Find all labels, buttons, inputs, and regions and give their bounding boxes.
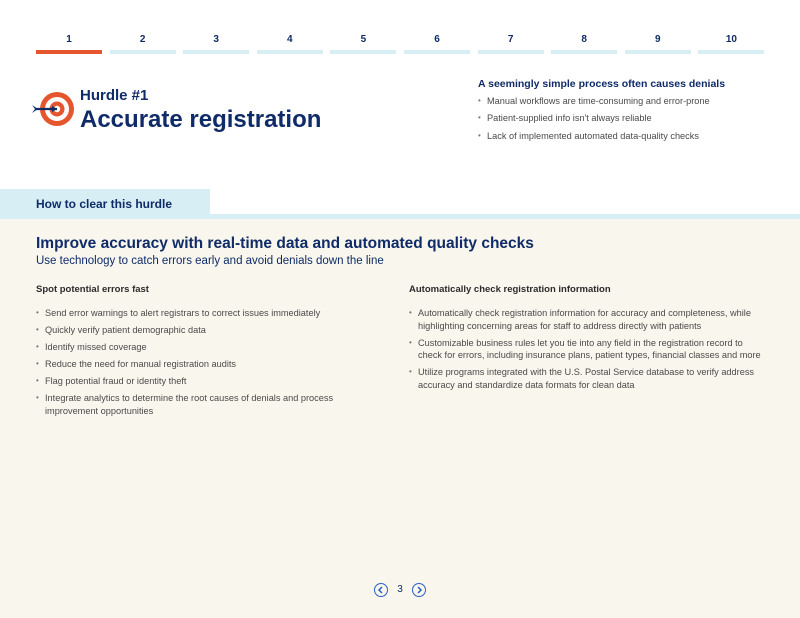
list-item: • Flag potential fraud or identity theft	[36, 375, 376, 388]
step-progress-bar	[404, 50, 470, 54]
causes-title: A seemingly simple process often causes denials	[478, 78, 726, 90]
step-progress-bar	[551, 50, 617, 54]
list-item: • Reduce the need for manual registration audits	[36, 358, 376, 371]
column-title: Spot potential errors fast	[36, 284, 149, 295]
column-title: Automatically check registration information	[409, 284, 611, 295]
section-tab	[0, 189, 210, 219]
previous-page-button[interactable]	[374, 583, 388, 597]
hurdle-label: Hurdle #1	[80, 87, 149, 104]
step-1[interactable]	[36, 34, 102, 54]
target-arrow-icon	[32, 89, 76, 129]
chevron-left-icon	[377, 586, 385, 594]
step-3[interactable]	[183, 34, 249, 54]
causes-panel	[478, 78, 778, 147]
list-item: • Send error warnings to alert registrars to correct issues immediately	[36, 307, 376, 320]
step-9[interactable]	[625, 34, 691, 54]
list-item: • Integrate analytics to determine the root causes of denials and process improvement opportunities	[36, 392, 376, 417]
step-progress-bar	[183, 50, 249, 54]
section-subheading: Use technology to catch errors early and avoid denials down the line	[36, 255, 384, 267]
step-number: 9	[655, 34, 661, 45]
step-progress-bar	[36, 50, 102, 54]
step-progress-bar	[625, 50, 691, 54]
list-item: • Manual workflows are time-consuming and error-prone	[478, 95, 778, 108]
step-2[interactable]	[110, 34, 176, 54]
step-number: 1	[66, 34, 72, 45]
list-item: • Patient-supplied info isn't always reliable	[478, 112, 778, 125]
step-progress-bar	[478, 50, 544, 54]
list-item: • Automatically check registration information for accuracy and completeness, while highlighting concerning areas for staff to address directly with patients	[409, 307, 769, 332]
list-item: • Identify missed coverage	[36, 341, 376, 354]
page-title: Accurate registration	[80, 106, 322, 133]
right-column-list	[409, 307, 769, 391]
causes-list	[478, 95, 778, 142]
step-progress-bar	[330, 50, 396, 54]
right-column	[409, 284, 769, 396]
step-number: 7	[507, 34, 514, 45]
step-5[interactable]	[330, 34, 396, 54]
step-6[interactable]	[404, 34, 470, 54]
step-number: 10	[725, 34, 737, 45]
section-heading: Improve accuracy with real-time data and automated quality checks	[36, 235, 534, 252]
step-7[interactable]	[478, 34, 544, 54]
next-page-button[interactable]	[412, 583, 426, 597]
step-progress-bar	[110, 50, 176, 54]
list-item: • Customizable business rules let you tie into any field in the registration record to check for errors, including insurance plans, patient types, financial classes and more	[409, 337, 769, 362]
page-number: 3	[397, 584, 403, 595]
step-number: 6	[434, 34, 440, 45]
step-number: 3	[213, 34, 219, 45]
list-item: • Lack of implemented automated data-quality checks	[478, 130, 778, 143]
step-10[interactable]	[698, 34, 764, 54]
step-navigation	[36, 34, 765, 56]
chevron-right-icon	[415, 586, 423, 594]
step-progress-bar	[698, 50, 764, 54]
step-8[interactable]	[551, 34, 617, 54]
list-item: • Utilize programs integrated with the U.S. Postal Service database to verify address accuracy and standardize data formats for clean data	[409, 366, 769, 391]
step-number: 2	[139, 34, 146, 45]
step-number: 4	[287, 34, 293, 45]
list-item: • Quickly verify patient demographic data	[36, 324, 376, 337]
step-number: 8	[581, 34, 587, 45]
section-tab-label: How to clear this hurdle	[36, 197, 173, 211]
step-progress-bar	[257, 50, 323, 54]
left-column-list	[36, 307, 376, 417]
left-column	[36, 284, 376, 422]
step-4[interactable]	[257, 34, 323, 54]
pagination	[374, 583, 428, 599]
step-number: 5	[360, 34, 367, 45]
